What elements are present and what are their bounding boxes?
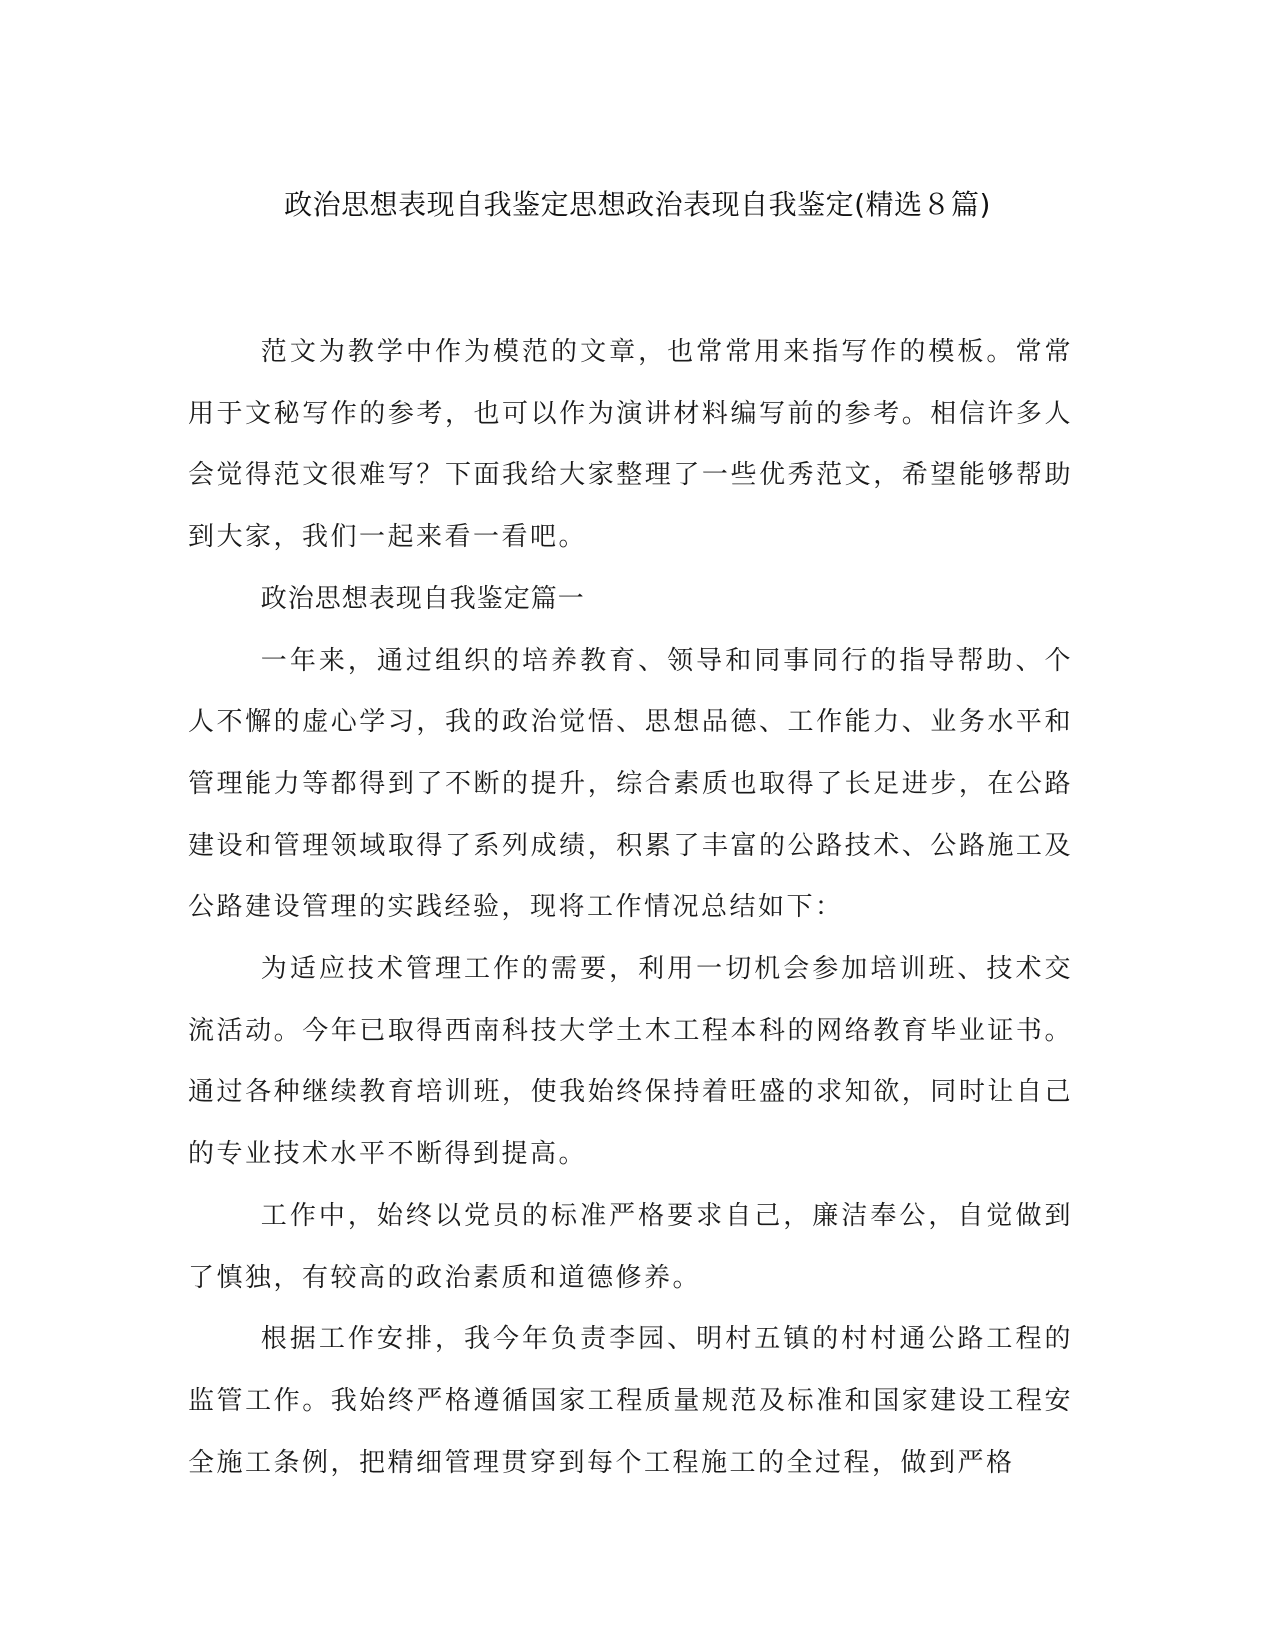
paragraph-supervision: 根据工作安排，我今年负责李园、明村五镇的村村通公路工程的监管工作。我始终严格遵循国家工程质量规范及标准和国家建设工程安全施工条例，把精细管理贯穿到每个工程施工的全过程，做到严格 (188, 1324, 1073, 1478)
paragraph-training: 为适应技术管理工作的需要，利用一切机会参加培训班、技术交流活动。今年已取得西南科技大学土木工程本科的网络教育毕业证书。通过各种继续教育培训班，使我始终保持着旺盛的求知欲，同时让自己的专业技术水平不断得到提高。 (188, 954, 1073, 1170)
paragraph-conduct: 工作中，始终以党员的标准严格要求自己，廉洁奉公，自觉做到了慎独，有较高的政治素质和道德修养。 (188, 1200, 1073, 1293)
section-heading: 政治思想表现自我鉴定篇一 (260, 583, 585, 614)
paragraph-summary: 一年来，通过组织的培养教育、领导和同事同行的指导帮助、个人不懈的虚心学习，我的政治觉悟、思想品德、工作能力、业务水平和管理能力等都得到了不断的提升，综合素质也取得了长足进步，在公路建设和管理领域取得了系列成绩，积累了丰富的公路技术、公路施工及公路建设管理的实践经验，现将工作情况总结如下： (188, 645, 1073, 923)
paragraph-intro: 范文为教学中作为模范的文章，也常常用来指写作的模板。常常用于文秘写作的参考，也可以作为演讲材料编写前的参考。相信许多人会觉得范文很难写？下面我给大家整理了一些优秀范文，希望能够帮助到大家，我们一起来看一看吧。 (188, 337, 1073, 553)
document-body (188, 322, 1073, 1494)
document-title: 政治思想表现自我鉴定思想政治表现自我鉴定(精选８篇) (284, 188, 991, 221)
